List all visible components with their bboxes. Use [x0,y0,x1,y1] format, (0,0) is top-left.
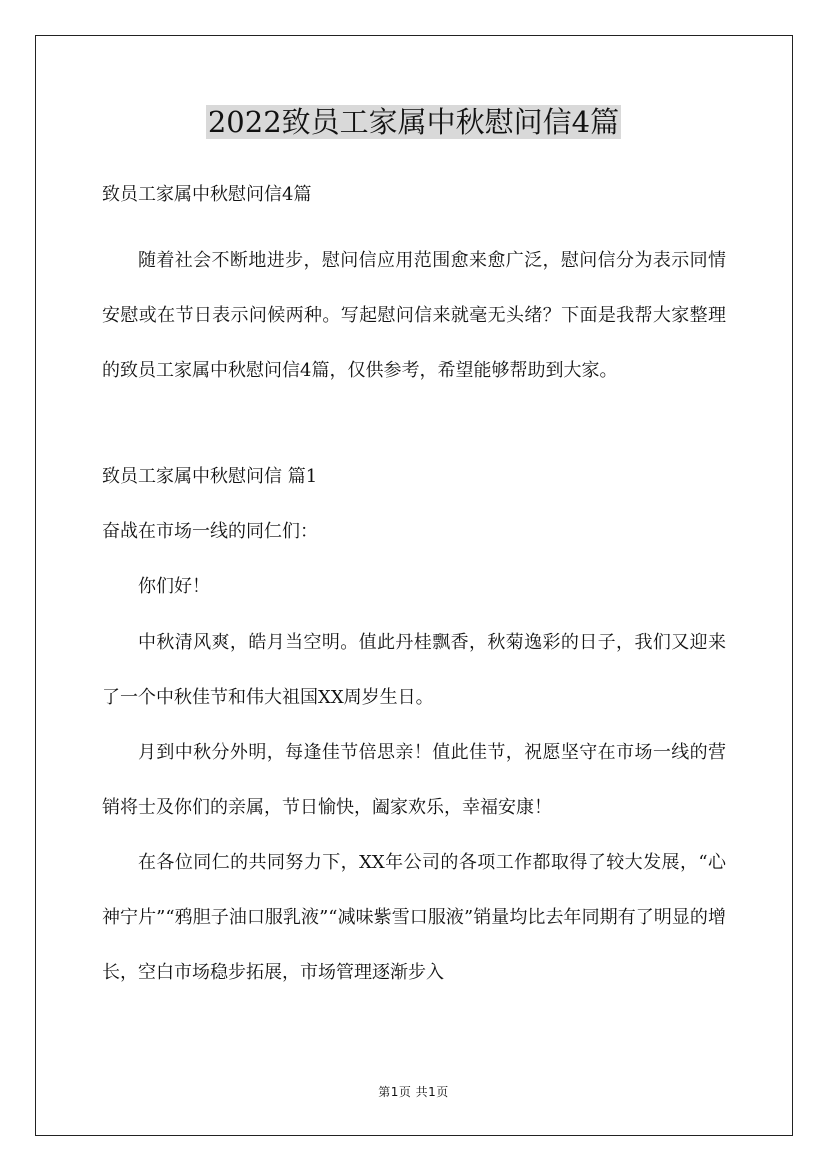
intro-paragraph: 随着社会不断地进步，慰问信应用范围愈来愈广泛，慰问信分为表示同情安慰或在节日表示问候两种。写起慰问信来就毫无头绪？下面是我帮大家整理的致员工家属中秋慰问信4篇，仅供参考，希望能够帮助到大家。 [102,250,726,381]
document-body [102,176,726,1000]
body-paragraph: 中秋清风爽，皓月当空明。值此丹桂飘香，秋菊逸彩的日子，我们又迎来了一个中秋佳节和伟大祖国XX周岁生日。 [102,632,726,708]
document-title [0,100,827,144]
body-paragraph: 月到中秋分外明，每逢佳节倍思亲！值此佳节，祝愿坚守在市场一线的营销将士及你们的亲属，节日愉快，阖家欢乐，幸福安康！ [102,742,726,818]
section-heading: 致员工家属中秋慰问信 篇1 [102,466,318,487]
spacer [102,213,726,233]
spacer [102,398,726,458]
greeting: 你们好！ [138,576,210,597]
body-paragraph: 在各位同仁的共同努力下，XX年公司的各项工作都取得了较大发展，“心神宁片”“鸦胆子油口服乳液”“减味紫雪口服液”销量均比去年同期有了明显的增长，空白市场稳步拓展，市场管理逐渐步入 [102,852,726,983]
document-title-text: 2022致员工家属中秋慰问信4篇 [207,105,620,139]
page-footer: 第1页 共1页 [378,1085,449,1099]
salutation: 奋战在市场一线的同仁们： [102,521,318,542]
document-subtitle: 致员工家属中秋慰问信4篇 [102,184,312,205]
